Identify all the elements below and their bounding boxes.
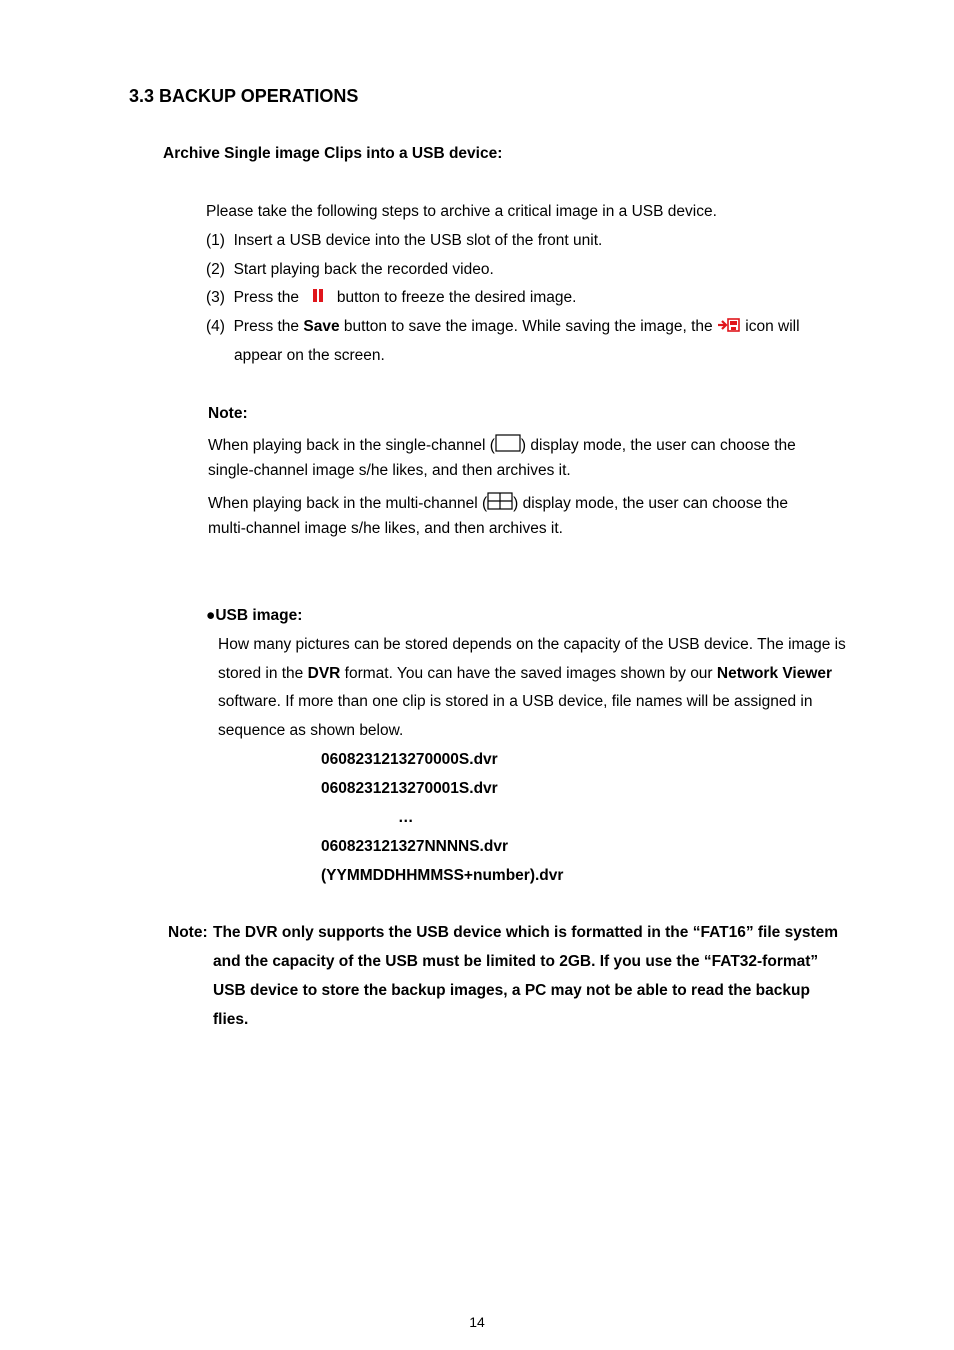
- step-number: (1): [206, 232, 225, 249]
- note-single-continuation: single-channel image s/he likes, and then archives it.: [208, 462, 571, 479]
- warning-note-line-3: USB device to store the backup images, a PC may not be able to read the backup: [213, 982, 810, 999]
- page-number: 14: [469, 1314, 485, 1330]
- usb-paragraph-line-4: sequence as shown below.: [218, 722, 404, 739]
- warning-note-line-2: and the capacity of the USB must be limited to 2GB. If you use the “FAT32-format”: [213, 953, 819, 970]
- multi-channel-icon: [487, 492, 513, 516]
- step-text-post: button to freeze the desired image.: [336, 289, 577, 306]
- step-1: [206, 231, 602, 251]
- subheading: Archive Single image Clips into a USB device:: [163, 145, 503, 162]
- text: stored in the: [218, 665, 304, 682]
- note-text-post: ) display mode, the user can choose the: [520, 437, 796, 454]
- step-number: (3): [206, 289, 225, 306]
- step-text: Start playing back the recorded video.: [233, 261, 494, 278]
- filename-pattern: (YYMMDDHHMMSS+number).dvr: [321, 867, 564, 884]
- filename-example-1: 0608231213270000S.dvr: [321, 751, 498, 768]
- note-text-pre: When playing back in the single-channel (: [208, 437, 495, 454]
- step-2: [206, 260, 494, 280]
- step-3: [206, 288, 576, 308]
- network-viewer-term: Network Viewer: [716, 665, 833, 682]
- usb-paragraph-line-1: How many pictures can be stored depends on the capacity of the USB device. The image is: [218, 636, 846, 653]
- step-text-mid: button to save the image. While saving the image, the: [343, 318, 713, 335]
- usb-image-label: ●USB image:: [206, 607, 303, 624]
- warning-note-label: Note:: [168, 924, 208, 941]
- note-multi-channel: [208, 492, 788, 516]
- intro-text: Please take the following steps to archive a critical image in a USB device.: [206, 203, 717, 220]
- step-text-pre: Press the: [233, 318, 300, 335]
- usb-paragraph-line-2: [218, 664, 832, 684]
- save-button-label: Save: [303, 318, 340, 335]
- step-number: (2): [206, 261, 225, 278]
- pause-icon: [312, 289, 324, 303]
- note-multi-continuation: multi-channel image s/he likes, and then archives it.: [208, 520, 563, 537]
- single-channel-icon: [495, 434, 521, 458]
- note-text-pre: When playing back in the multi-channel (: [208, 495, 488, 512]
- usb-paragraph-line-3: software. If more than one clip is stored in a USB device, file names will be assigned in: [218, 693, 813, 710]
- save-to-usb-icon: [717, 317, 741, 339]
- step-text: Insert a USB device into the USB slot of the front unit.: [233, 232, 603, 249]
- step-4: [206, 317, 800, 339]
- note-text-post: ) display mode, the user can choose the: [513, 495, 789, 512]
- step-number: (4): [206, 318, 225, 335]
- filename-example-2: 0608231213270001S.dvr: [321, 780, 498, 797]
- text: format. You can have the saved images shown by our: [344, 665, 713, 682]
- warning-note-line-4: flies.: [213, 1011, 249, 1028]
- dvr-format-term: DVR: [307, 665, 341, 682]
- note-label: Note:: [208, 405, 248, 422]
- step-4-continuation: appear on the screen.: [234, 347, 385, 364]
- note-single-channel: [208, 434, 796, 458]
- step-text-pre: Press the: [233, 289, 300, 306]
- filename-ellipsis: …: [398, 809, 414, 826]
- section-title: 3.3 BACKUP OPERATIONS: [129, 86, 359, 106]
- step-text-post: icon will: [745, 318, 800, 335]
- filename-example-n: 060823121327NNNNS.dvr: [321, 838, 508, 855]
- warning-note-line-1: The DVR only supports the USB device which is formatted in the “FAT16” file system: [213, 924, 839, 941]
